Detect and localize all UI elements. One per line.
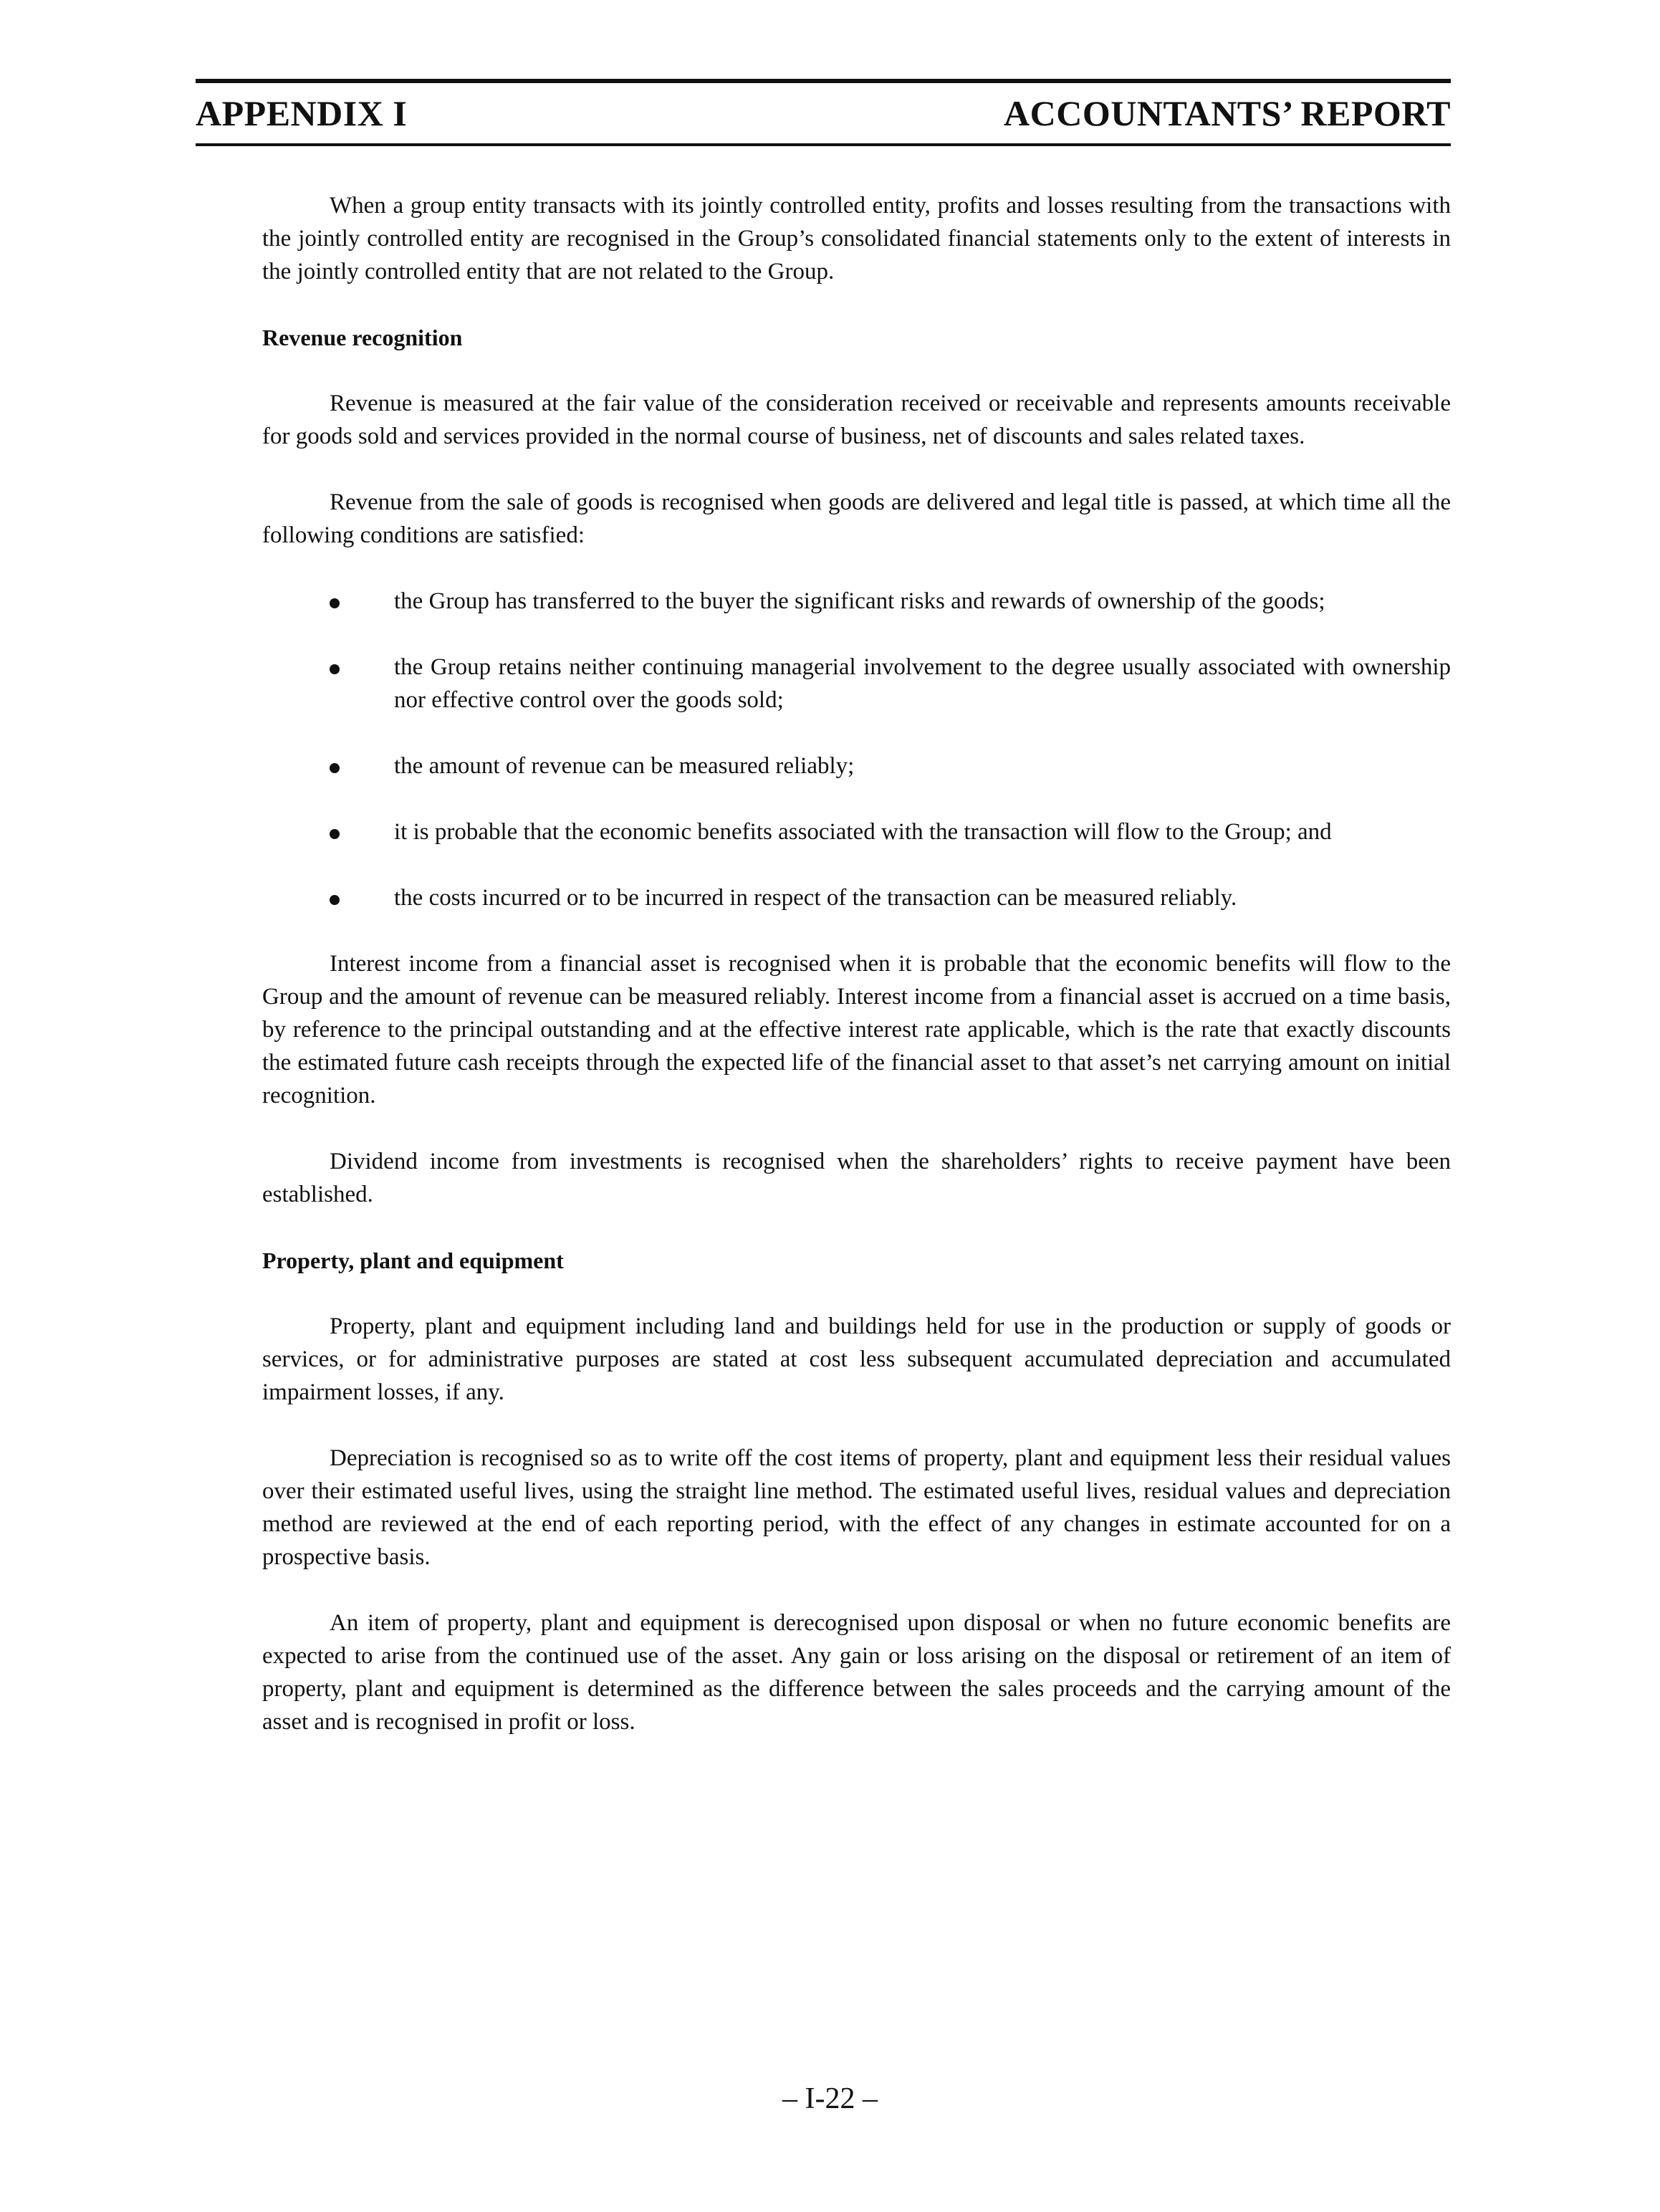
bullet-icon — [330, 895, 340, 905]
list-item-text: the costs incurred or to be incurred in respect of the transaction can be measured reliably. — [394, 885, 1237, 911]
list-item — [262, 881, 1451, 914]
conditions-list — [262, 585, 1451, 914]
header-bottom-rule — [196, 143, 1451, 146]
list-item — [262, 585, 1451, 618]
ppe-paragraph-cost: Property, plant and equipment including land and buildings held for use in the production or supply of goods or services, or for administrative purposes are stated at cost less subsequent accumulated depreciation and accumulated impairment losses, if any. — [262, 1313, 1451, 1405]
ppe-paragraph-derecognition: An item of property, plant and equipment is derecognised upon disposal or when no future economic benefits are expected to arise from the continued use of the asset. Any gain or loss arising on the disposal or retirement of an item of property, plant and equipment is determined as the difference between the sales proceeds and the carrying amount of the asset and is recognised in profit or loss. — [262, 1610, 1451, 1735]
revenue-paragraph-measurement: Revenue is measured at the fair value of the consideration received or receivable and represents amounts receivable for goods sold and services provided in the normal course of business, net of discounts and sales related taxes. — [262, 391, 1451, 449]
intro-paragraph: When a group entity transacts with its jointly controlled entity, profits and losses resulting from the transactions with the jointly controlled entity are recognised in the Group’s consolidated financial statements only to the extent of interests in the jointly controlled entity that are not related to the Group. — [262, 193, 1451, 284]
interest-income-paragraph: Interest income from a financial asset is recognised when it is probable that the economic benefits will flow to the Group and the amount of revenue can be measured reliably. Interest income from a financial asset is accrued on a time basis, by reference to the principal outstanding and at the effective interest rate applicable, which is the rate that exactly discounts the estimated future cash receipts through the expected life of the financial asset to that asset’s net carrying amount on initial recognition. — [262, 951, 1451, 1109]
document-body — [262, 189, 1451, 1771]
appendix-label: APPENDIX I — [196, 93, 408, 133]
page-number: – I-22 – — [782, 2082, 878, 2115]
report-title: ACCOUNTANTS’ REPORT — [1004, 93, 1451, 133]
list-item-text: it is probable that the economic benefits associated with the transaction will flow to the Group; and — [394, 819, 1332, 845]
list-item-text: the Group retains neither continuing managerial involvement to the degree usually associated with ownership nor effective control over the goods sold; — [394, 654, 1451, 713]
page-header — [196, 79, 1451, 146]
ppe-paragraph-depreciation: Depreciation is recognised so as to write off the cost items of property, plant and equipment less their residual values over their estimated useful lives, using the straight line method. The estimated useful lives, residual values and depreciation method are reviewed at the end of each reporting period, with the effect of any changes in estimate accounted for on a prospective basis. — [262, 1445, 1451, 1570]
list-item-text: the amount of revenue can be measured reliably; — [394, 753, 855, 779]
dividend-income-paragraph: Dividend income from investments is recognised when the shareholders’ rights to receive payment have been established. — [262, 1149, 1451, 1207]
bullet-icon — [330, 763, 340, 773]
section-heading-revenue-recognition: Revenue recognition — [262, 325, 463, 350]
bullet-icon — [330, 829, 340, 839]
list-item — [262, 750, 1451, 782]
list-item — [262, 815, 1451, 848]
bullet-icon — [330, 598, 340, 608]
header-row — [196, 83, 1451, 143]
section-heading-property-plant-equipment: Property, plant and equipment — [262, 1248, 564, 1273]
list-item-text: the Group has transferred to the buyer the significant risks and rewards of ownership of the goods; — [394, 588, 1325, 614]
revenue-paragraph-sale-of-goods: Revenue from the sale of goods is recognised when goods are delivered and legal title is passed, at which time all the following conditions are satisfied: — [262, 489, 1451, 548]
bullet-icon — [330, 664, 340, 674]
list-item — [262, 651, 1451, 717]
